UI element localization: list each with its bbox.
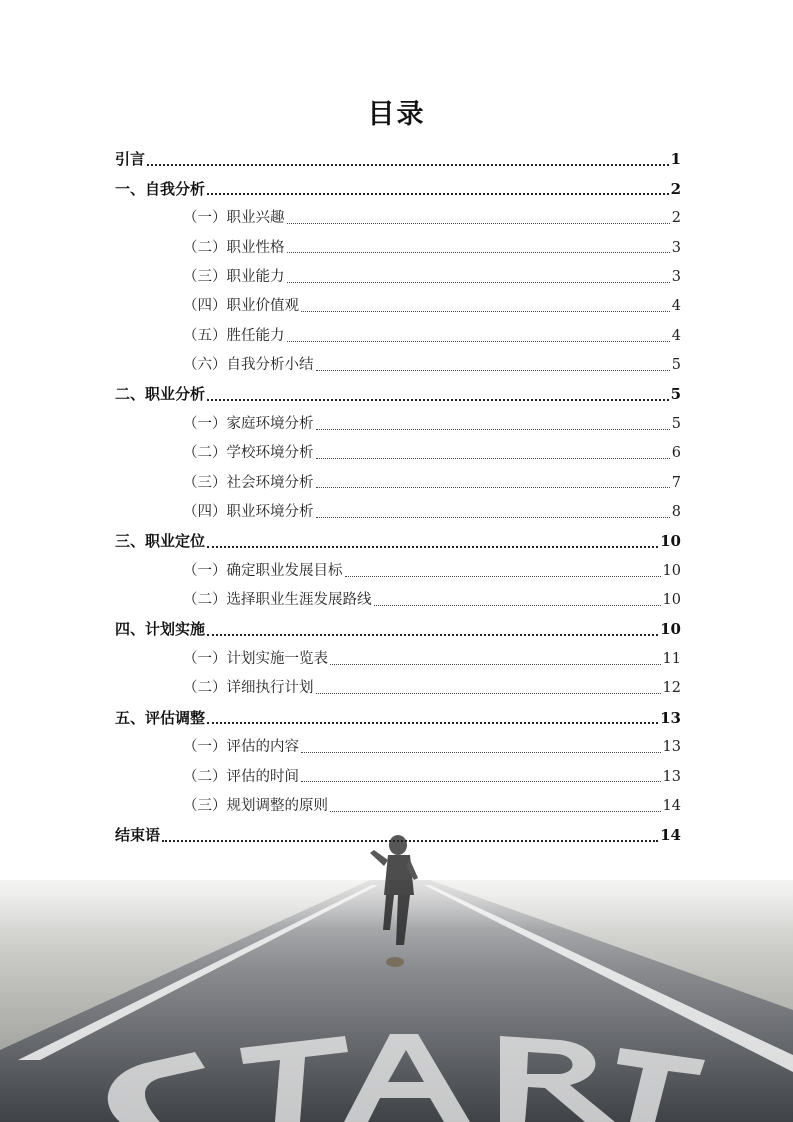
toc-page-number: 10 [662,562,681,579]
toc-entry-title: （二）评估的时间 [183,768,299,785]
toc-entry-title: （四）职业环境分析 [183,504,314,521]
toc-page-number: 5 [671,357,681,374]
toc-dot-leader [301,752,661,753]
toc-entry-chapter[interactable] [115,821,681,850]
toc-page-number: 6 [671,445,681,462]
toc-entry-section[interactable] [115,586,681,615]
toc-dot-leader [162,840,658,842]
toc-page-number: 5 [670,385,681,404]
toc-entry-title: （一）计划实施一览表 [183,651,328,668]
toc-entry-title: （一）评估的内容 [183,739,299,756]
toc-entry-title: （二）详细执行计划 [183,680,314,697]
toc-page-number: 11 [662,651,681,668]
toc-entry-section[interactable] [115,498,681,527]
toc-page-number: 13 [660,708,681,727]
toc-entry-section[interactable] [115,468,681,497]
toc-entry-title: （三）职业能力 [183,269,285,285]
toc-page-number: 2 [671,210,681,227]
toc-entry-chapter[interactable] [115,527,681,556]
toc-entry-title: （二）选择职业生涯发展路线 [183,592,372,609]
toc-page-number: 13 [662,768,681,785]
toc-entry-section[interactable] [115,410,681,439]
toc-page-number: 3 [671,239,681,256]
toc-dot-leader [374,605,661,606]
toc-dot-leader [330,664,661,665]
toc-entry-title: 三、职业定位 [115,532,206,551]
toc-entry-section[interactable] [115,762,681,791]
page-title: 目录 [367,99,426,130]
toc-dot-leader [287,282,670,283]
toc-dot-leader [345,576,661,577]
toc-entry-section[interactable] [115,292,681,321]
toc-entry-title: （三）社会环境分析 [183,474,314,491]
toc-dot-leader [316,458,670,459]
toc-page-number: 2 [670,179,681,198]
toc-page-number: 10 [660,620,681,639]
toc-entry-chapter[interactable] [115,380,681,409]
toc-entry-title: 引言 [115,150,146,169]
toc-entry-section[interactable] [115,556,681,585]
toc-entry-title: （二）学校环境分析 [183,445,314,462]
toc-entry-title: （一）确定职业发展目标 [183,562,343,579]
toc-entry-chapter[interactable] [115,174,681,203]
toc-entry-section[interactable] [115,439,681,468]
toc-dot-leader [330,811,661,812]
toc-dot-leader [316,370,670,371]
toc-entry-chapter[interactable] [115,145,681,174]
toc-entry-title: （一）家庭环境分析 [183,415,314,432]
toc-entry-title: （一）职业兴趣 [183,210,285,227]
toc-entry-section[interactable] [115,645,681,674]
toc-entry-title: 一、自我分析 [115,179,206,198]
toc-dot-leader [207,193,669,195]
toc-dot-leader [287,223,670,224]
table-of-contents [115,145,681,850]
toc-entry-title: 结束语 [115,826,161,845]
toc-dot-leader [316,517,670,518]
toc-dot-leader [147,164,669,166]
toc-page-number: 10 [660,532,681,551]
toc-entry-chapter[interactable] [115,615,681,644]
toc-entry-chapter[interactable] [115,703,681,732]
toc-dot-leader [207,634,658,636]
toc-dot-leader [287,252,670,253]
toc-page-number: 5 [671,415,681,432]
toc-dot-leader [316,429,670,430]
toc-entry-title: 五、评估调整 [115,708,206,727]
toc-entry-section[interactable] [115,263,681,292]
toc-page-number: 8 [671,504,681,521]
toc-page-number: 13 [662,739,681,756]
toc-dot-leader [287,341,670,342]
toc-entry-title: （二）职业性格 [183,239,285,256]
toc-dot-leader [316,693,661,694]
toc-dot-leader [207,722,658,724]
toc-entry-title: （五）胜任能力 [183,327,285,344]
toc-entry-title: 四、计划实施 [115,620,206,639]
toc-entry-section[interactable] [115,233,681,262]
toc-entry-section[interactable] [115,351,681,380]
toc-page-number: 1 [670,150,681,169]
toc-page-number: 10 [662,592,681,609]
toc-entry-section[interactable] [115,204,681,233]
toc-page-number: 14 [660,826,681,845]
toc-entry-section[interactable] [115,674,681,703]
toc-page-number: 4 [671,298,681,315]
toc-page-number: 12 [662,680,681,697]
toc-page-number: 3 [671,269,681,285]
toc-dot-leader [316,487,670,488]
toc-entry-title: （四）职业价值观 [183,298,299,315]
toc-entry-section[interactable] [115,792,681,821]
toc-dot-leader [301,311,670,312]
toc-entry-title: （六）自我分析小结 [183,357,314,374]
toc-page-number: 7 [671,474,681,491]
toc-entry-title: （三）规划调整的原则 [183,798,328,815]
toc-entry-section[interactable] [115,321,681,350]
toc-dot-leader [301,781,661,782]
toc-dot-leader [207,546,658,548]
toc-dot-leader [207,399,669,401]
toc-page-number: 4 [671,327,681,344]
toc-entry-title: 二、职业分析 [115,385,206,404]
toc-entry-section[interactable] [115,733,681,762]
toc-page-number: 14 [662,798,681,815]
